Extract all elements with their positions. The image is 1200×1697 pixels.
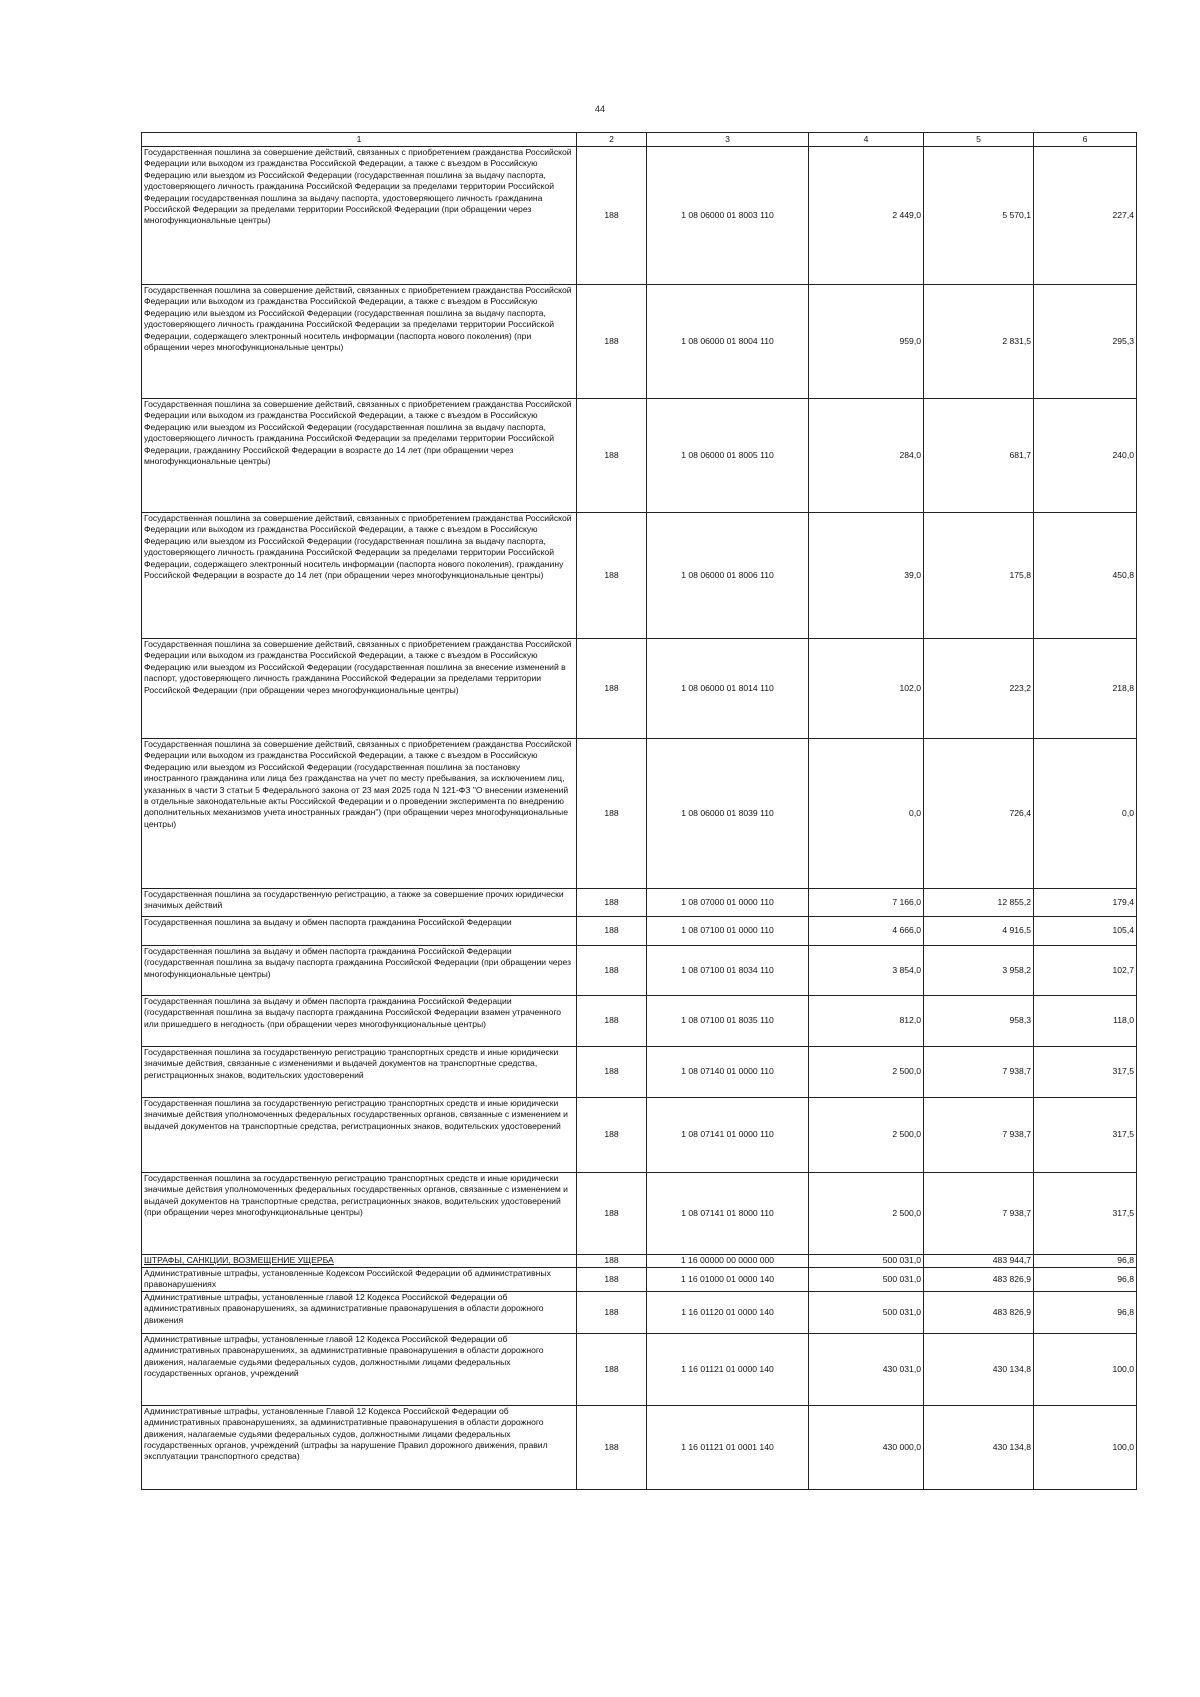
- row-col5-value-text: 5 570,1: [1002, 209, 1031, 220]
- row-name-cell-text: Государственная пошлина за государственную регистрацию, а также за совершение прочих юридически значимых действий: [144, 889, 564, 911]
- row-budget-code-cell-text: 1 16 01121 01 0001 140: [681, 1441, 774, 1452]
- row-name-cell-text: Государственная пошлина за государственную регистрацию транспортных средств и иные юридически значимые действия уполномоченных федеральных государственных органов, связанные с изменением и выдачей документов на транспортные средства, регистрационных знаков, водительских удостоверений: [144, 1098, 568, 1131]
- row-name-cell-text: Государственная пошлина за совершение действий, связанных с приобретением гражданства Российской Федерации или выходом из гражданства Российской Федерации, а также с въездом в Российскую Федерацию или выездом из Российской Федерации (государственная пошлина за выдачу паспорта, удостоверяющего личность гражданина Российской Федерации за пределами территории Российской Федерации, гражданину Российской Федерации в возрасте до 14 лет (при обращении через многофункциональные центры): [144, 399, 572, 467]
- row-col6-value: [1034, 399, 1137, 513]
- row-col4-value: [809, 1255, 924, 1268]
- row-admin-code-cell-text: 188: [604, 925, 619, 936]
- table-row: [142, 889, 1137, 917]
- row-admin-code-cell: [577, 639, 647, 739]
- row-admin-code-cell: [577, 1098, 647, 1173]
- row-budget-code-cell: [647, 285, 809, 399]
- row-col5-value: [924, 1405, 1034, 1489]
- row-col6-value: [1034, 147, 1137, 285]
- row-admin-code-cell-text: 188: [604, 1015, 619, 1026]
- row-name-cell: [142, 1333, 577, 1405]
- row-col4-value: [809, 1268, 924, 1292]
- row-col4-value: [809, 996, 924, 1047]
- table-body: [142, 147, 1137, 1490]
- row-col4-value-text: 430 031,0: [882, 1363, 921, 1374]
- row-name-cell-text: Государственная пошлина за выдачу и обмен паспорта гражданина Российской Федерации: [144, 917, 512, 927]
- row-admin-code-cell-text: 188: [604, 1273, 619, 1284]
- row-name-cell: [142, 1268, 577, 1292]
- row-admin-code-cell: [577, 739, 647, 889]
- header-row: [142, 133, 1137, 147]
- row-admin-code-cell: [577, 1047, 647, 1098]
- row-admin-code-cell-text: 188: [604, 682, 619, 693]
- row-col5-value: [924, 1098, 1034, 1173]
- row-col6-value-text: 295,3: [1112, 335, 1134, 346]
- row-admin-code-cell-text: 188: [604, 1441, 619, 1452]
- row-col5-value: [924, 1255, 1034, 1268]
- row-name-cell: [142, 917, 577, 946]
- row-col4-value-text: 812,0: [899, 1015, 921, 1026]
- row-name-cell-text: Государственная пошлина за государственную регистрацию транспортных средств и иные юридически значимые действия, связанные с изменениями и выдачей документов на транспортные средства, регистрационных знаков, водительских удостоверений: [144, 1047, 559, 1080]
- row-col4-value-text: 284,0: [899, 449, 921, 460]
- row-name-cell: [142, 889, 577, 917]
- page-number: 44: [594, 104, 605, 114]
- row-col5-value-text: 175,8: [1009, 569, 1031, 580]
- row-col4-value-text: 3 854,0: [892, 964, 921, 975]
- row-col5-value: [924, 147, 1034, 285]
- row-name-cell-text: ШТРАФЫ, САНКЦИИ, ВОЗМЕЩЕНИЕ УЩЕРБА: [144, 1255, 334, 1265]
- row-col4-value-text: 0,0: [909, 807, 921, 818]
- row-col5-value-text: 7 938,7: [1002, 1129, 1031, 1140]
- row-col4-value-text: 2 449,0: [892, 209, 921, 220]
- row-budget-code-cell-text: 1 08 06000 01 8039 110: [681, 807, 774, 818]
- row-name-cell-text: Государственная пошлина за совершение действий, связанных с приобретением гражданства Российской Федерации или выходом из гражданства Российской Федерации, а также с въездом в Российскую Федерацию или выездом из Российской Федерации (государственная пошлина за постановку иностранного гражданина или лица без гражданства на учет по месту пребывания, за исключением лиц, указанных в части 3 статьи 5 Федерального закона от 23 мая 2025 года N 121-ФЗ "О внесении изменений в отдельные законодательные акты Российской Федерации и о проведении эксперимента по внедрению дополнительных механизмов учета иностранных граждан") (при обращении через многофункциональные центры): [144, 739, 572, 829]
- row-col6-value: [1034, 1333, 1137, 1405]
- row-admin-code-cell-text: 188: [604, 569, 619, 580]
- row-col4-value-text: 2 500,0: [892, 1066, 921, 1077]
- row-budget-code-cell: [647, 917, 809, 946]
- row-col4-value-text: 500 031,0: [882, 1306, 921, 1317]
- row-budget-code-cell-text: 1 16 01121 01 0000 140: [681, 1363, 774, 1374]
- row-col4-value: [809, 889, 924, 917]
- row-col5-value-text: 3 958,2: [1002, 964, 1031, 975]
- row-col6-value-text: 218,8: [1112, 682, 1134, 693]
- row-admin-code-cell: [577, 1173, 647, 1255]
- header-col-3: 3: [647, 133, 809, 147]
- row-admin-code-cell-text: 188: [604, 1255, 619, 1266]
- table-row: [142, 1047, 1137, 1098]
- row-admin-code-cell: [577, 1333, 647, 1405]
- row-col5-value: [924, 996, 1034, 1047]
- row-col6-value: [1034, 285, 1137, 399]
- header-col-1: 1: [142, 133, 577, 147]
- row-col5-value: [924, 639, 1034, 739]
- row-budget-code-cell: [647, 996, 809, 1047]
- header-col-6: 6: [1034, 133, 1137, 147]
- row-name-cell-text: Государственная пошлина за совершение действий, связанных с приобретением гражданства Российской Федерации или выходом из гражданства Российской Федерации, а также с въездом в Российскую Федерацию или выездом из Российской Федерации (государственная пошлина за выдачу паспорта, удостоверяющего личность гражданина Российской Федерации за пределами территории Российской Федерации, содержащего электронный носитель информации (паспорта нового поколения), гражданину Российской Федерации в возрасте до 14 лет (при обращении через многофункциональные центры): [144, 513, 572, 581]
- table-row: [142, 1098, 1137, 1173]
- revenue-table: [141, 132, 1137, 1490]
- row-name-cell-text: Административные штрафы, установленные Главой 12 Кодекса Российской Федерации об административных правонарушениях, за административные правонарушения в области дорожного движения, налагаемые судьями федеральных судов, должностными лицами федеральных государственных органов, учреждений (штрафы за нарушение Правил дорожного движения, правил эксплуатации транспортного средства): [144, 1405, 548, 1462]
- row-admin-code-cell-text: 188: [604, 807, 619, 818]
- row-budget-code-cell: [647, 1098, 809, 1173]
- row-name-cell-text: Государственная пошлина за совершение действий, связанных с приобретением гражданства Российской Федерации или выходом из гражданства Российской Федерации, а также с въездом в Российскую Федерацию или выездом из Российской Федерации (государственная пошлина за внесение изменений в паспорт, удостоверяющего личность гражданина Российской Федерации за пределами территории Российской Федерации (при обращении через многофункциональные центры): [144, 639, 572, 695]
- row-col4-value: [809, 399, 924, 513]
- row-name-cell: [142, 1098, 577, 1173]
- row-admin-code-cell: [577, 147, 647, 285]
- row-name-cell: [142, 1291, 577, 1333]
- table-row: [142, 399, 1137, 513]
- row-col5-value: [924, 917, 1034, 946]
- row-col5-value: [924, 1333, 1034, 1405]
- row-col5-value-text: 7 938,7: [1002, 1066, 1031, 1077]
- row-name-cell: [142, 513, 577, 639]
- row-col4-value: [809, 1291, 924, 1333]
- row-col5-value-text: 430 134,8: [992, 1441, 1031, 1452]
- row-admin-code-cell-text: 188: [604, 1207, 619, 1218]
- row-col5-value: [924, 889, 1034, 917]
- row-col4-value: [809, 147, 924, 285]
- row-col4-value-text: 500 031,0: [882, 1273, 921, 1284]
- row-budget-code-cell: [647, 1405, 809, 1489]
- row-col4-value: [809, 513, 924, 639]
- row-budget-code-cell-text: 1 08 07000 01 0000 110: [681, 896, 774, 907]
- table-row: [142, 1255, 1137, 1268]
- row-col5-value: [924, 1047, 1034, 1098]
- row-col5-value-text: 12 855,2: [997, 896, 1031, 907]
- row-admin-code-cell: [577, 1291, 647, 1333]
- row-name-cell: [142, 399, 577, 513]
- row-admin-code-cell: [577, 285, 647, 399]
- row-col6-value-text: 0,0: [1122, 807, 1134, 818]
- row-col5-value: [924, 513, 1034, 639]
- row-col4-value-text: 39,0: [904, 569, 921, 580]
- row-name-cell: [142, 285, 577, 399]
- row-budget-code-cell-text: 1 08 06000 01 8006 110: [681, 569, 774, 580]
- row-budget-code-cell: [647, 889, 809, 917]
- row-col6-value-text: 96,8: [1117, 1273, 1134, 1284]
- row-col5-value: [924, 1291, 1034, 1333]
- row-col6-value-text: 450,8: [1112, 569, 1134, 580]
- row-col6-value-text: 118,0: [1113, 1015, 1134, 1026]
- row-budget-code-cell: [647, 946, 809, 996]
- row-col6-value-text: 227,4: [1112, 209, 1134, 220]
- row-col6-value: [1034, 1098, 1137, 1173]
- row-name-cell-text: Государственная пошлина за совершение действий, связанных с приобретением гражданства Российской Федерации или выходом из гражданства Российской Федерации, а также с въездом в Российскую Федерацию или выездом из Российской Федерации (государственная пошлина за выдачу паспорта, удостоверяющего личность гражданина Российской Федерации за пределами территории Российской Федерации, содержащего электронный носитель информации (паспорта нового поколения) (при обращении через многофункциональные центры): [144, 285, 572, 353]
- row-admin-code-cell-text: 188: [604, 964, 619, 975]
- row-col5-value-text: 483 826,9: [992, 1306, 1031, 1317]
- row-budget-code-cell-text: 1 08 07141 01 0000 110: [681, 1129, 774, 1140]
- row-budget-code-cell: [647, 1173, 809, 1255]
- row-col6-value: [1034, 1291, 1137, 1333]
- row-col6-value-text: 317,5: [1112, 1129, 1134, 1140]
- row-name-cell-text: Административные штрафы, установленные главой 12 Кодекса Российской Федерации об административных правонарушениях, за административные правонарушения в области дорожного движения, налагаемые судьями федеральных судов, должностными лицами федеральных государственных органов, учреждений: [144, 1333, 544, 1379]
- row-col4-value-text: 2 500,0: [892, 1129, 921, 1140]
- table-row: [142, 1405, 1137, 1489]
- row-admin-code-cell-text: 188: [604, 209, 619, 220]
- row-col5-value: [924, 946, 1034, 996]
- row-col4-value: [809, 639, 924, 739]
- table-row: [142, 285, 1137, 399]
- row-budget-code-cell: [647, 739, 809, 889]
- row-name-cell: [142, 1255, 577, 1268]
- row-col4-value-text: 2 500,0: [892, 1207, 921, 1218]
- row-name-cell: [142, 1047, 577, 1098]
- row-col5-value-text: 223,2: [1009, 682, 1031, 693]
- row-admin-code-cell-text: 188: [604, 1129, 619, 1140]
- row-budget-code-cell-text: 1 08 06000 01 8004 110: [681, 335, 774, 346]
- row-col4-value-text: 7 166,0: [892, 896, 921, 907]
- table-row: [142, 917, 1137, 946]
- row-col6-value-text: 317,5: [1112, 1207, 1134, 1218]
- header-col-2: 2: [577, 133, 647, 147]
- row-col4-value: [809, 1047, 924, 1098]
- row-col5-value-text: 4 916,5: [1002, 925, 1031, 936]
- row-budget-code-cell-text: 1 16 00000 00 0000 000: [680, 1255, 775, 1266]
- row-budget-code-cell-text: 1 16 01120 01 0000 140: [681, 1306, 774, 1317]
- row-col6-value-text: 179,4: [1112, 896, 1134, 907]
- row-col6-value: [1034, 946, 1137, 996]
- row-admin-code-cell-text: 188: [604, 449, 619, 460]
- table-row: [142, 1291, 1137, 1333]
- row-col4-value: [809, 1333, 924, 1405]
- row-name-cell: [142, 946, 577, 996]
- row-col6-value: [1034, 1268, 1137, 1292]
- row-name-cell-text: Государственная пошлина за выдачу и обмен паспорта гражданина Российской Федерации (государственная пошлина за выдачу паспорта гражданина Российской Федерации (при обращении через многофункциональные центры): [144, 946, 572, 979]
- row-col5-value: [924, 399, 1034, 513]
- row-admin-code-cell-text: 188: [604, 1306, 619, 1317]
- row-col6-value-text: 102,7: [1112, 964, 1134, 975]
- row-name-cell: [142, 639, 577, 739]
- table-row: [142, 996, 1137, 1047]
- row-admin-code-cell: [577, 889, 647, 917]
- row-budget-code-cell: [647, 513, 809, 639]
- row-col5-value-text: 958,3: [1009, 1015, 1031, 1026]
- row-col4-value: [809, 1098, 924, 1173]
- row-admin-code-cell-text: 188: [604, 1066, 619, 1077]
- row-budget-code-cell-text: 1 16 01000 01 0000 140: [680, 1273, 775, 1284]
- row-name-cell: [142, 1173, 577, 1255]
- row-col6-value: [1034, 1047, 1137, 1098]
- row-col6-value-text: 317,5: [1112, 1066, 1134, 1077]
- row-admin-code-cell-text: 188: [604, 335, 619, 346]
- table-row: [142, 513, 1137, 639]
- row-col6-value-text: 100,0: [1112, 1363, 1134, 1374]
- row-col6-value: [1034, 1173, 1137, 1255]
- row-admin-code-cell: [577, 996, 647, 1047]
- row-col6-value: [1034, 1405, 1137, 1489]
- row-col6-value-text: 240,0: [1112, 449, 1134, 460]
- row-name-cell-text: Государственная пошлина за выдачу и обмен паспорта гражданина Российской Федерации (государственная пошлина за выдачу паспорта гражданина Российской Федерации взамен утраченного или пришедшего в негодность (при обращении через многофункциональные центры): [144, 996, 562, 1029]
- row-budget-code-cell-text: 1 08 06000 01 8005 110: [681, 449, 774, 460]
- row-budget-code-cell-text: 1 08 07140 01 0000 110: [681, 1066, 774, 1077]
- header-col-4: 4: [809, 133, 924, 147]
- row-col6-value: [1034, 513, 1137, 639]
- row-col5-value: [924, 739, 1034, 889]
- row-budget-code-cell-text: 1 08 07100 01 8034 110: [681, 964, 774, 975]
- row-col4-value: [809, 285, 924, 399]
- table-row: [142, 946, 1137, 996]
- row-col5-value: [924, 1173, 1034, 1255]
- row-admin-code-cell-text: 188: [604, 1363, 619, 1374]
- row-col4-value: [809, 917, 924, 946]
- row-col5-value-text: 681,7: [1009, 449, 1031, 460]
- row-name-cell: [142, 739, 577, 889]
- row-col6-value: [1034, 917, 1137, 946]
- row-col5-value: [924, 1268, 1034, 1292]
- row-col5-value-text: 430 134,8: [992, 1363, 1031, 1374]
- row-budget-code-cell: [647, 639, 809, 739]
- table-row: [142, 147, 1137, 285]
- row-col4-value-text: 4 666,0: [892, 925, 921, 936]
- row-budget-code-cell: [647, 147, 809, 285]
- row-admin-code-cell: [577, 1405, 647, 1489]
- row-col4-value-text: 430 000,0: [882, 1441, 921, 1452]
- row-name-cell-text: Административные штрафы, установленные главой 12 Кодекса Российской Федерации об административных правонарушениях, за административные правонарушения в области дорожного движения: [144, 1291, 544, 1325]
- row-col4-value-text: 500 031,0: [882, 1255, 921, 1266]
- row-name-cell: [142, 147, 577, 285]
- row-col4-value-text: 959,0: [899, 335, 921, 346]
- row-col6-value: [1034, 639, 1137, 739]
- row-budget-code-cell: [647, 1255, 809, 1268]
- table-row: [142, 639, 1137, 739]
- row-col6-value: [1034, 996, 1137, 1047]
- table-row: [142, 1173, 1137, 1255]
- row-admin-code-cell: [577, 1268, 647, 1292]
- row-budget-code-cell: [647, 1047, 809, 1098]
- row-col5-value-text: 7 938,7: [1002, 1207, 1031, 1218]
- row-budget-code-cell-text: 1 08 07100 01 8035 110: [681, 1015, 774, 1026]
- row-col4-value: [809, 1173, 924, 1255]
- row-col4-value: [809, 739, 924, 889]
- row-admin-code-cell: [577, 946, 647, 996]
- row-col6-value-text: 105,4: [1112, 925, 1134, 936]
- row-col4-value: [809, 1405, 924, 1489]
- row-col6-value-text: 100,0: [1112, 1441, 1134, 1452]
- row-col4-value: [809, 946, 924, 996]
- table-row: [142, 1268, 1137, 1292]
- row-col6-value-text: 96,8: [1117, 1255, 1134, 1266]
- row-admin-code-cell: [577, 399, 647, 513]
- row-col6-value: [1034, 739, 1137, 889]
- row-name-cell-text: Административные штрафы, установленные Кодексом Российской Федерации об административных правонарушениях: [144, 1268, 551, 1290]
- row-admin-code-cell-text: 188: [604, 896, 619, 907]
- row-col5-value-text: 2 831,5: [1002, 335, 1031, 346]
- row-budget-code-cell: [647, 399, 809, 513]
- row-budget-code-cell-text: 1 08 06000 01 8003 110: [681, 209, 774, 220]
- row-name-cell-text: Государственная пошлина за государственную регистрацию транспортных средств и иные юридически значимые действия уполномоченных федеральных государственных органов, связанные с изменением и выдачей документов на транспортные средства, регистрационных знаков, водительских удостоверений (при обращении через многофункциональные центры): [144, 1173, 568, 1218]
- row-budget-code-cell: [647, 1333, 809, 1405]
- row-col6-value: [1034, 889, 1137, 917]
- table-row: [142, 739, 1137, 889]
- table-row: [142, 1333, 1137, 1405]
- row-name-cell: [142, 996, 577, 1047]
- row-name-cell: [142, 1405, 577, 1489]
- row-col5-value-text: 483 826,9: [992, 1273, 1031, 1284]
- row-col6-value-text: 96,8: [1117, 1306, 1134, 1317]
- row-admin-code-cell: [577, 917, 647, 946]
- row-budget-code-cell-text: 1 08 06000 01 8014 110: [681, 682, 774, 693]
- row-budget-code-cell: [647, 1291, 809, 1333]
- row-col5-value-text: 726,4: [1009, 807, 1031, 818]
- row-budget-code-cell: [647, 1268, 809, 1292]
- header-col-5: 5: [924, 133, 1034, 147]
- row-budget-code-cell-text: 1 08 07100 01 0000 110: [681, 925, 774, 936]
- row-name-cell-text: Государственная пошлина за совершение действий, связанных с приобретением гражданства Российской Федерации или выходом из гражданства Российской Федерации, а также с въездом в Российскую Федерацию или выездом из Российской Федерации (государственная пошлина за выдачу паспорта, удостоверяющего личность гражданина Российской Федерации за пределами территории Российской Федерации государственная пошлина за выдачу паспорта, удостоверяющего личность гражданина Российской Федерации за пределами территории Российской Федерации (при обращении через многофункциональные центры): [144, 147, 572, 226]
- row-col6-value: [1034, 1255, 1137, 1268]
- row-col5-value-text: 483 944,7: [992, 1255, 1031, 1266]
- row-col4-value-text: 102,0: [899, 682, 921, 693]
- row-admin-code-cell: [577, 513, 647, 639]
- row-budget-code-cell-text: 1 08 07141 01 8000 110: [681, 1207, 774, 1218]
- row-admin-code-cell: [577, 1255, 647, 1268]
- row-col5-value: [924, 285, 1034, 399]
